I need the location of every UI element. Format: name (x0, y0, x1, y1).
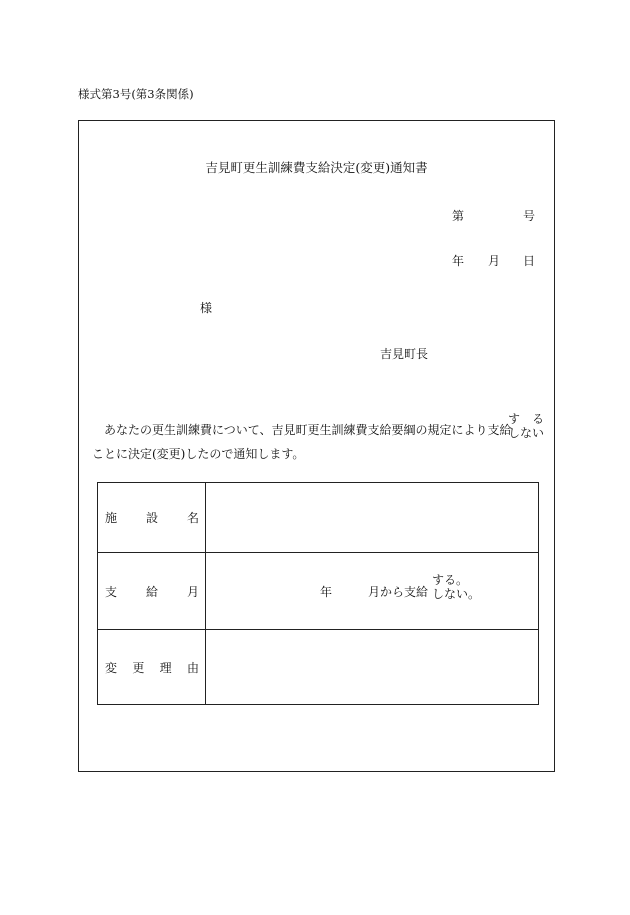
label-char: 月 (186, 584, 199, 599)
issuer-name: 吉見町長 (380, 347, 429, 361)
choice-do: する。 (432, 573, 469, 587)
date-day-label: 日 (523, 254, 536, 268)
label-char: 施 (105, 511, 118, 525)
date-year-label: 年 (452, 254, 465, 268)
choice-not: しない。 (432, 587, 481, 601)
supply-month-label (98, 553, 206, 630)
label-char: 理 (159, 660, 172, 675)
supply-month-value[interactable] (206, 553, 539, 630)
document-title: 吉見町更生訓練費支給決定(変更)通知書 (205, 160, 428, 175)
label-char: 更 (132, 660, 145, 675)
facility-label (98, 483, 206, 553)
label-char: 給 (145, 584, 158, 599)
choice-not: しない (508, 426, 545, 440)
table-row-facility (98, 483, 539, 553)
date-month-label: 月 (488, 254, 501, 268)
info-table (97, 482, 539, 705)
supply-year-label: 年 (320, 585, 333, 599)
label-char: 由 (186, 660, 199, 675)
supply-month-choice (432, 573, 480, 601)
label-char: 変 (105, 660, 118, 675)
table-row-change-reason (98, 630, 539, 705)
label-char: 名 (186, 511, 199, 525)
label-char: 設 (145, 511, 158, 525)
supply-month-text: 月から支給 (368, 585, 429, 599)
addressee-suffix: 様 (200, 301, 213, 315)
table-row-supply-month (98, 553, 539, 630)
notice-body-line2: ことに決定(変更)したので通知します。 (92, 447, 305, 461)
label-char: 支 (105, 584, 118, 599)
notice-body-line1: あなたの更生訓練費について、吉見町更生訓練費支給要綱の規定により支給 (104, 423, 512, 437)
change-reason-label (98, 630, 206, 705)
form-number-label: 様式第3号(第3条関係) (78, 87, 194, 101)
document-number-suffix: 号 (523, 209, 536, 223)
change-reason-value[interactable] (206, 630, 539, 705)
facility-value[interactable] (206, 483, 539, 553)
supply-choice (508, 412, 544, 440)
choice-do: す る (508, 412, 545, 426)
document-number-prefix: 第 (452, 209, 465, 223)
